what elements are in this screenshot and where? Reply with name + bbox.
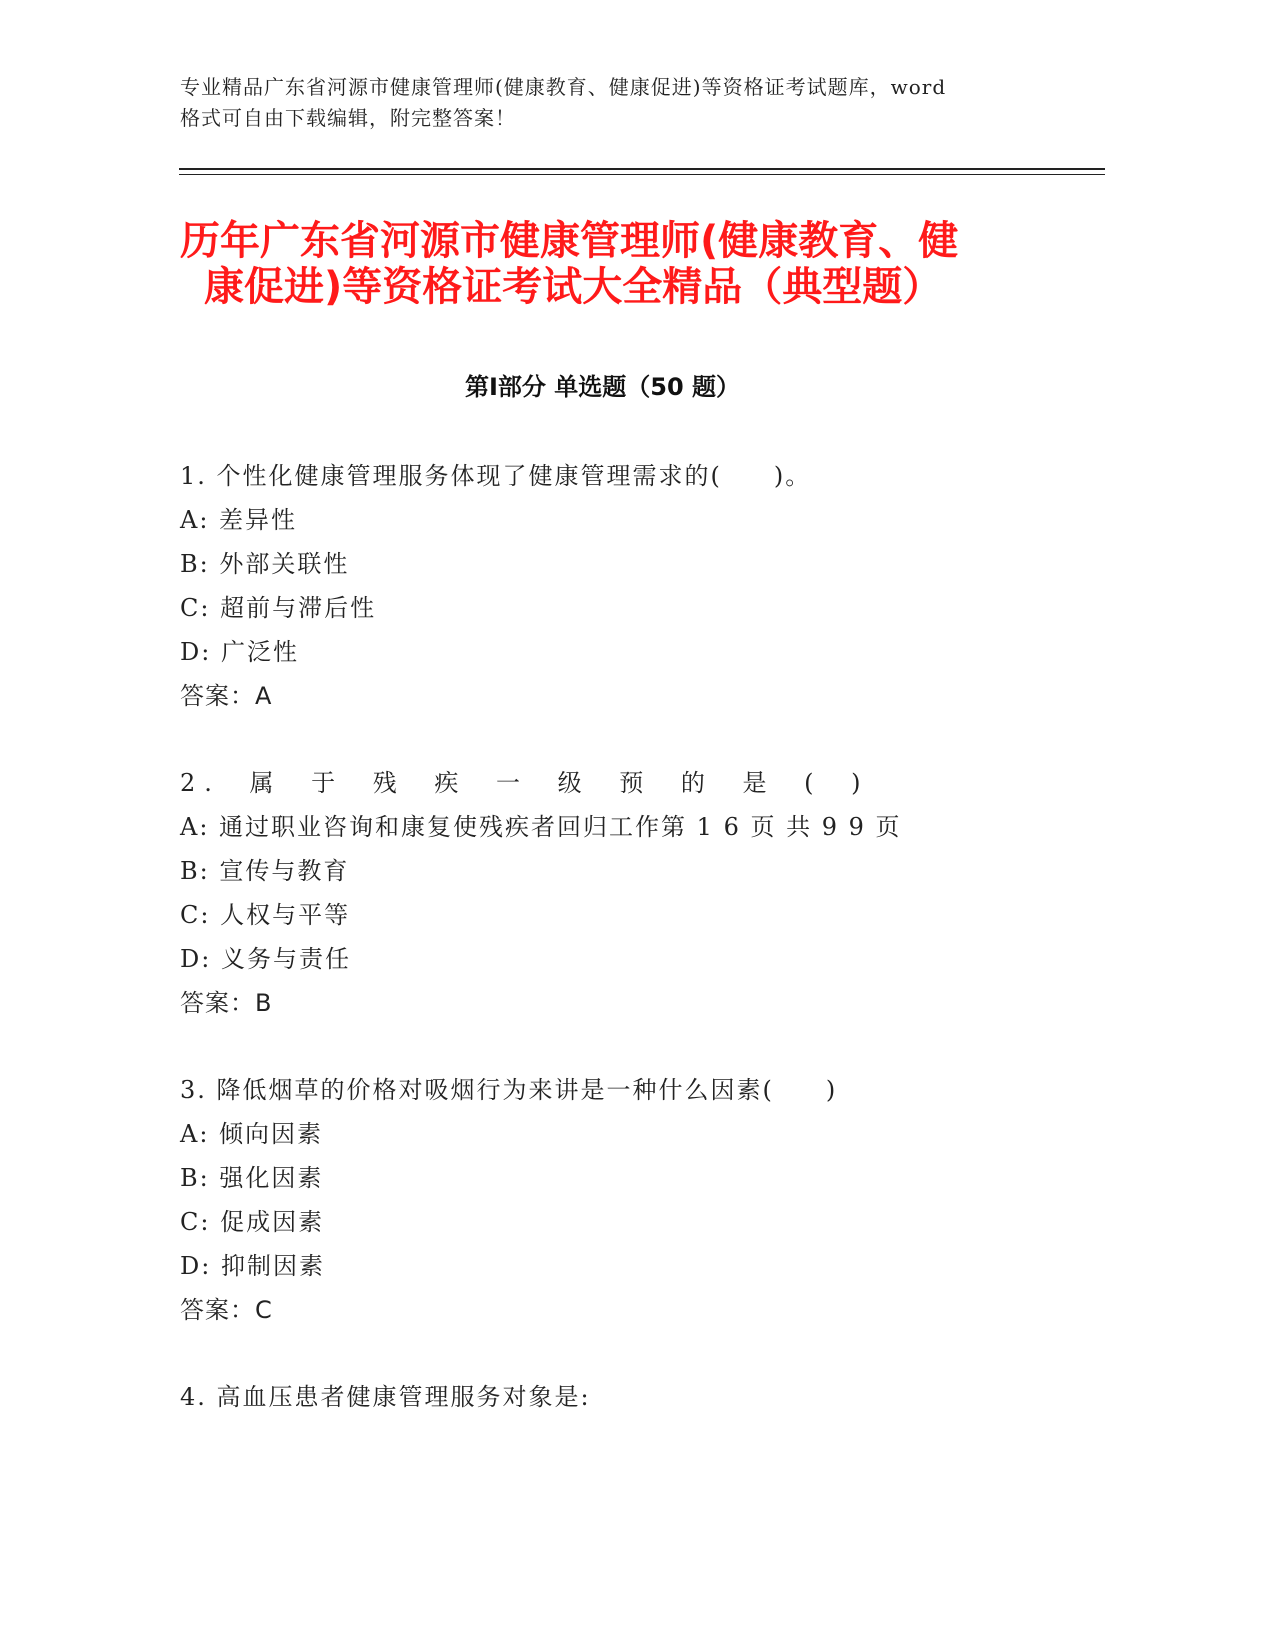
document-title-line-2: 康促进)等资格证考试大全精品（典型题）: [204, 264, 943, 310]
answer-line: 答案：A: [180, 682, 273, 710]
question-spacer: [180, 718, 1080, 761]
document-title: [180, 218, 1080, 310]
header-rule-thin: [179, 174, 1105, 175]
question-4: [180, 1375, 1080, 1419]
option-a: A: 倾向因素: [180, 1120, 324, 1148]
section-heading-text: 第Ⅰ部分 单选题（50 题）: [464, 373, 741, 401]
answer-line: 答案：C: [180, 1296, 273, 1324]
header-note-line-1: 专业精品广东省河源市健康管理师(健康教育、健康促进)等资格证考试题库，word: [180, 75, 947, 99]
question-spacer: [180, 1332, 1080, 1375]
question-3: [180, 1068, 1080, 1332]
question-list: [180, 454, 1080, 1419]
option-c: C: 超前与滞后性: [180, 594, 377, 622]
option-c: C: 人权与平等: [180, 901, 351, 929]
option-a: A: 通过职业咨询和康复使残疾者回归工作第 1 6 页 共 9 9 页: [180, 813, 902, 841]
option-d: D: 义务与责任: [180, 945, 351, 973]
option-d: D: 广泛性: [180, 638, 299, 666]
option-b: B: 强化因素: [180, 1164, 324, 1192]
document-title-line-1: 历年广东省河源市健康管理师(健康教育、健: [180, 218, 959, 264]
header-note: [180, 72, 1060, 134]
header-rule-thick: [179, 168, 1105, 170]
question-1: [180, 454, 1080, 718]
question-stem: 1. 个性化健康管理服务体现了健康管理需求的( )。: [180, 462, 812, 490]
option-c: C: 促成因素: [180, 1208, 325, 1236]
question-spacer: [180, 1025, 1080, 1068]
option-b: B: 外部关联性: [180, 550, 350, 578]
option-d: D: 抑制因素: [180, 1252, 325, 1280]
option-a: A: 差异性: [180, 506, 298, 534]
option-b: B: 宣传与教育: [180, 857, 350, 885]
header-note-line-2: 格式可自由下载编辑，附完整答案！: [180, 106, 516, 130]
question-stem: 2. 属 于 残 疾 一 级 预 的 是 ( ): [180, 769, 870, 797]
answer-line: 答案：B: [180, 989, 273, 1017]
question-2: [180, 761, 1080, 1025]
question-stem: 4. 高血压患者健康管理服务对象是:: [180, 1383, 591, 1411]
question-stem: 3. 降低烟草的价格对吸烟行为来讲是一种什么因素( ): [180, 1076, 838, 1104]
section-heading: [0, 372, 1275, 402]
